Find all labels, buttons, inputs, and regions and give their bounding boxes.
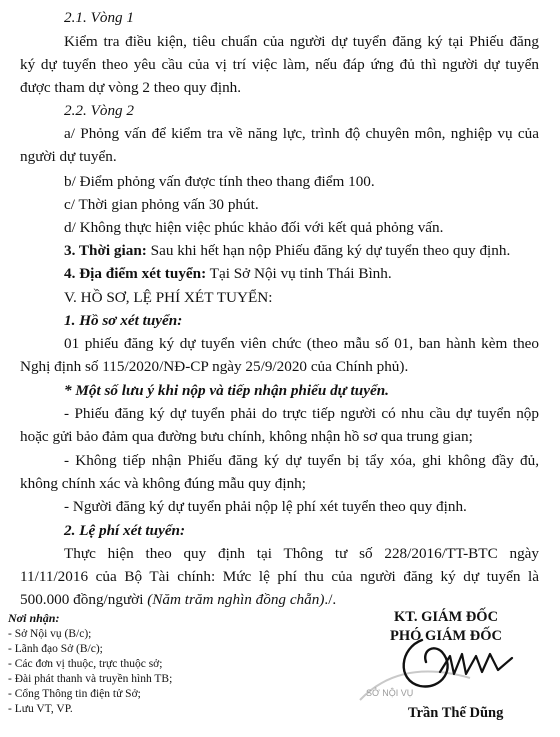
paragraph-line: Nghị định số 115/2020/NĐ-CP ngày 25/9/2020 của Chính phủ). <box>20 358 409 375</box>
time-line <box>64 241 510 261</box>
paragraph-line: Kiểm tra điều kiện, tiêu chuẩn của người dự tuyển đăng ký tại Phiếu đăng <box>64 33 539 50</box>
location-value: Tại Sở Nội vụ tỉnh Thái Bình. <box>206 265 392 282</box>
time-label: 3. Thời gian: <box>64 242 147 259</box>
location-line <box>64 264 392 284</box>
section-heading-v: V. HỒ SƠ, LỆ PHÍ XÉT TUYỂN: <box>64 289 273 306</box>
paragraph-line: d/ Không thực hiện việc phúc khảo đối với kết quả phỏng vấn. <box>64 219 444 236</box>
paragraph-line: không chính xác và không đúng mẫu quy định; <box>20 475 306 492</box>
signature-title-2: PHÓ GIÁM ĐỐC <box>390 628 502 644</box>
recipient-item: - Đài phát thanh và truyền hình TB; <box>8 673 173 685</box>
notes-heading: * Một số lưu ý khi nộp và tiếp nhận phiếu dự tuyển. <box>64 382 389 399</box>
location-label: 4. Địa điểm xét tuyển: <box>64 265 207 282</box>
paragraph-line: - Người đăng ký dự tuyển phải nộp lệ phí xét tuyển theo quy định. <box>64 498 467 515</box>
paragraph-line: hoặc gửi bảo đảm qua đường bưu chính, không nhận hồ sơ qua trung gian; <box>20 428 473 445</box>
fee-amount-in-words: (Năm trăm nghìn đồng chẵn) <box>147 591 325 608</box>
recipient-item: - Lưu VT, VP. <box>8 703 73 715</box>
paragraph-line: - Phiếu đăng ký dự tuyển phải do trực tiếp người có nhu cầu dự tuyển nộp <box>64 405 539 422</box>
section-heading-round-2: 2.2. Vòng 2 <box>64 102 135 119</box>
recipient-item: - Lãnh đạo Sở (B/c); <box>8 643 103 655</box>
fee-amount: 500.000 đồng/người <box>20 591 148 608</box>
paragraph-line: được tham dự vòng 2 theo quy định. <box>20 79 242 96</box>
section-heading-round-1: 2.1. Vòng 1 <box>64 9 135 26</box>
recipients-title: Nơi nhận: <box>8 611 60 625</box>
fee-amount-line <box>20 590 336 610</box>
signature-loop <box>404 640 448 686</box>
recipient-item: - Các đơn vị thuộc, trực thuộc sở; <box>8 658 163 670</box>
recipient-item: - Sở Nội vụ (B/c); <box>8 628 92 640</box>
paragraph-line: 01 phiếu đăng ký dự tuyển viên chức (theo mẫu số 01, ban hành kèm theo <box>64 335 539 352</box>
paragraph-line: a/ Phỏng vấn để kiểm tra về năng lực, trình độ chuyên môn, nghiệp vụ của <box>64 125 539 142</box>
closing-mark: ./. <box>324 591 337 608</box>
stamp-text: SỞ NỘI VỤ <box>366 688 414 698</box>
time-value: Sau khi hết hạn nộp Phiếu đăng ký dự tuyển theo quy định. <box>146 242 511 259</box>
paragraph-line: - Không tiếp nhận Phiếu đăng ký dự tuyển bị tẩy xóa, ghi không đầy đủ, <box>64 452 539 469</box>
signer-name: Trần Thế Dũng <box>408 705 504 721</box>
stamp-and-signature <box>330 628 530 706</box>
subheading-dossier: 1. Hồ sơ xét tuyển: <box>64 312 183 329</box>
paragraph-line: 11/11/2016 của Bộ Tài chính: Mức lệ phí thu của người đăng ký dự tuyển là <box>20 568 539 585</box>
paragraph-line: Thực hiện theo quy định tại Thông tư số 228/2016/TT-BTC ngày <box>64 545 539 562</box>
paragraph-line: c/ Thời gian phỏng vấn 30 phút. <box>64 196 259 213</box>
paragraph-line: b/ Điểm phỏng vấn được tính theo thang điểm 100. <box>64 173 375 190</box>
signature-scrawl <box>440 654 512 674</box>
recipient-item: - Cổng Thông tin điện tử Sở; <box>8 688 141 700</box>
signature-title-1: KT. GIÁM ĐỐC <box>394 609 499 625</box>
paragraph-line: ký dự tuyển theo yêu cầu của vị trí việc làm, nếu đáp ứng đủ thì người dự tuyển <box>20 56 539 73</box>
paragraph-line: người dự tuyển. <box>20 148 117 165</box>
subheading-fee: 2. Lệ phí xét tuyển: <box>64 522 186 539</box>
